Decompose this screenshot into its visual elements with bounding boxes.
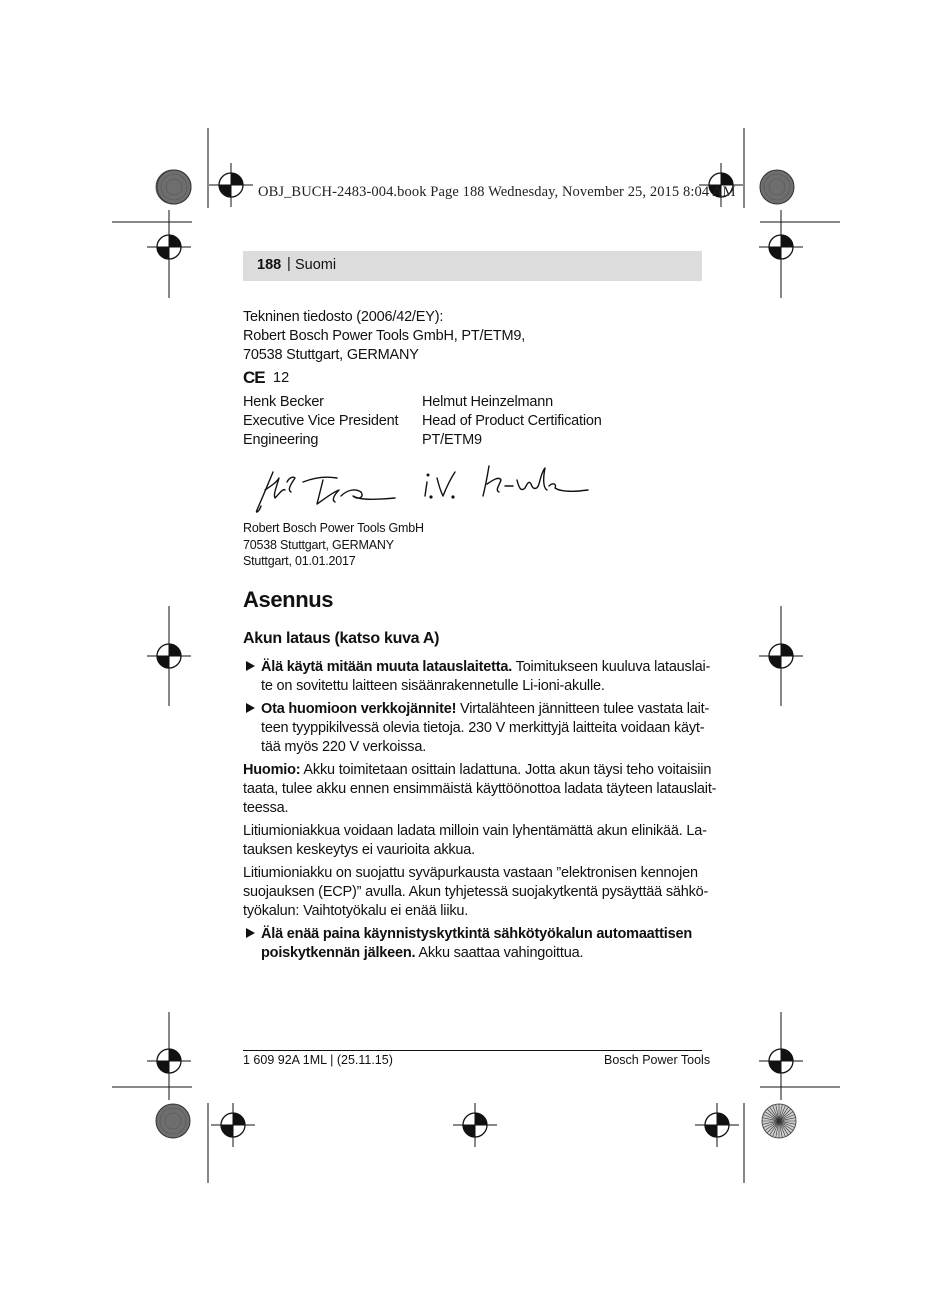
bullet-item-charger [243,658,711,698]
signatory-name: Helmut Heinzelmann [422,394,553,410]
note-text: taata, tulee akku ennen ensimmäistä käyttöönottoa ladata täyteen latauslait- [243,781,717,797]
bullet-bold-text: poiskytkennän jälkeen. [261,945,416,961]
signatory-left [243,393,398,450]
tech-file-line: 70538 Stuttgart, GERMANY [243,347,419,363]
signatures-image [243,460,603,518]
header-separator: | [287,256,291,272]
section-title: Asennus [243,587,334,612]
ce-year: 12 [273,370,290,386]
footer-brand: Bosch Power Tools [604,1053,711,1067]
address-line: Stuttgart, 01.01.2017 [243,554,356,568]
note-label: Huomio: [243,762,301,778]
bullet-item-switch [243,925,703,965]
page-header [243,251,702,281]
bullet-text: te on sovitettu laitteen sisäänrakennetulle Li-ioni-akulle. [261,678,605,694]
footer-doc-number: 1 609 92A 1ML | (25.11.15) [243,1053,393,1067]
paragraph-text: työkalun: Vaihtotyökalu ei enää liiku. [243,903,469,919]
bullet-item-voltage [243,700,710,758]
bullet-text: teen tyyppikilvessä olevia tietoja. 230 V merkittyjä laitteita voidaan käyt- [261,720,705,736]
paragraph-text: suojauksen (ECP)” avulla. Akun tyhjetessä suojakytkentä pysäyttää sähkö- [243,884,709,900]
paragraph-text: Litiumioniakkua voidaan ladata milloin vain lyhentämättä akun elinikää. La- [243,823,707,839]
bullet-bold-text: Älä enää paina käynnistyskytkintä sähkötyökalun automaattisen [261,926,693,942]
ce-mark: CE [243,368,265,387]
paragraph-text: Litiumioniakku on suojattu syväpurkausta vastaan ”elektronisen kennojen [243,865,698,881]
bullet-triangle-icon [246,928,255,938]
bullet-text: tää myös 220 V verkoissa. [261,739,427,755]
subsection-title: Akun lataus (katso kuva A) [243,630,440,647]
paragraph-charging [243,822,707,860]
bullet-text: Akku saattaa vahingoittua. [415,945,584,961]
page-number: 188 [257,257,282,273]
signatory-department: PT/ETM9 [422,432,482,448]
signatory-title: Executive Vice President [243,413,399,429]
header-language: Suomi [295,257,337,273]
file-slug: OBJ_BUCH-2483-004.book Page 188 Wednesday, November 25, 2015 8:04 AM [258,184,736,200]
signatory-right [422,393,602,450]
note-text: teessa. [243,800,289,816]
address-line: Robert Bosch Power Tools GmbH [243,521,424,535]
bullet-text: Virtalähteen jännitteen tulee vastata lait- [456,701,710,717]
technical-file-block [243,308,525,365]
signatory-title: Head of Product Certification [422,413,602,429]
bullet-triangle-icon [246,703,255,713]
address-line: 70538 Stuttgart, GERMANY [243,537,394,552]
signatory-department: Engineering [243,432,319,448]
bullet-bold-text: Ota huomioon verkkojännite! [261,701,457,717]
tech-file-line: Robert Bosch Power Tools GmbH, PT/ETM9, [243,328,526,344]
paragraph-text: tauksen keskeytys ei vaurioita akkua. [243,842,475,858]
company-address-block [243,520,424,570]
paragraph-protection [243,864,709,921]
footer-rule [243,1050,702,1051]
bullet-triangle-icon [246,661,255,671]
tech-file-line: Tekninen tiedosto (2006/42/EY): [243,309,444,325]
bullet-text: Toimitukseen kuuluva latauslai- [512,659,711,675]
note-text: Akku toimitetaan osittain ladattuna. Jotta akun täysi teho voitaisiin [300,762,712,778]
signatory-name: Henk Becker [243,394,324,410]
bullet-bold-text: Älä käytä mitään muuta latauslaitetta. [261,659,513,675]
note-paragraph [243,761,717,818]
